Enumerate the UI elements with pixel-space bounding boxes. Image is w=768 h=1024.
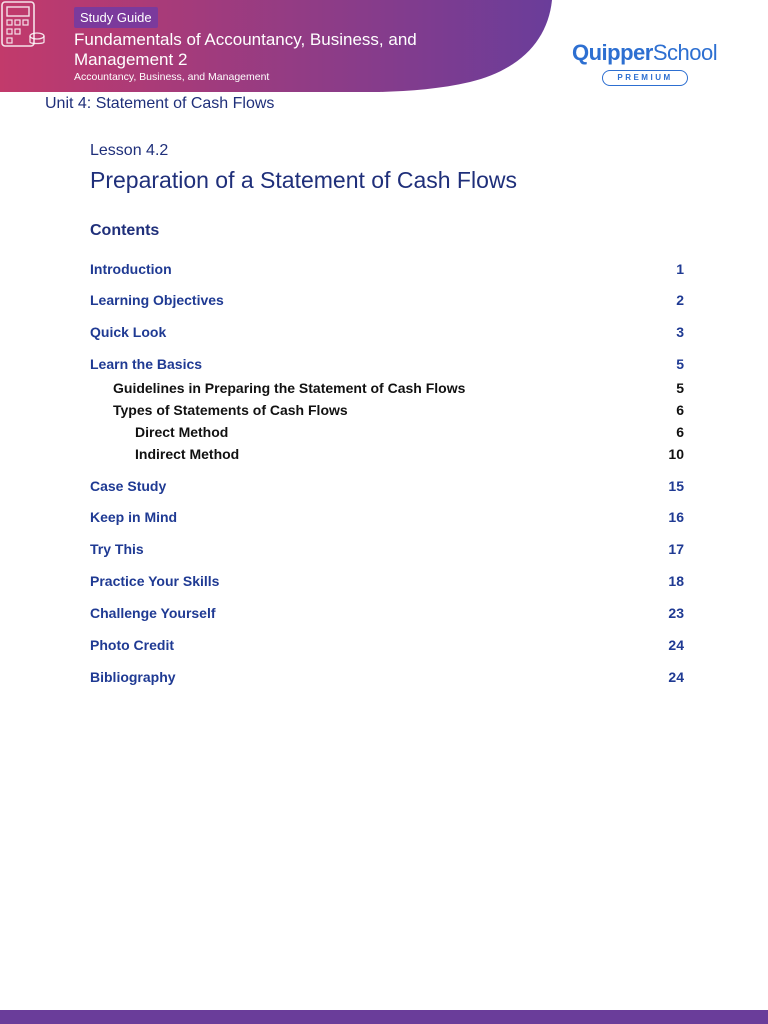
toc-label: Photo Credit <box>90 637 174 653</box>
toc-page: 5 <box>676 356 684 372</box>
toc-label: Quick Look <box>90 324 167 340</box>
toc-label: Learning Objectives <box>90 292 224 308</box>
toc-item-keep-in-mind[interactable] <box>90 507 684 527</box>
toc-label: Challenge Yourself <box>90 605 216 621</box>
toc-page: 2 <box>676 292 684 308</box>
logo-word-quipper: Quipper <box>572 40 653 65</box>
toc-item-try-this[interactable] <box>90 539 684 559</box>
toc-page: 15 <box>668 478 684 494</box>
quipper-school-logo <box>572 40 722 90</box>
toc-page: 16 <box>668 509 684 525</box>
toc-item-case-study[interactable] <box>90 476 684 496</box>
contents-heading: Contents <box>90 222 160 239</box>
toc-label: Try This <box>90 541 144 557</box>
course-subtitle: Accountancy, Business, and Management <box>74 71 270 83</box>
toc-label: Practice Your Skills <box>90 573 220 589</box>
toc-item-introduction[interactable] <box>90 259 684 279</box>
premium-tag: PREMIUM <box>602 70 688 86</box>
study-guide-badge: Study Guide <box>74 7 158 28</box>
toc-item-photo-credit[interactable] <box>90 635 684 655</box>
toc-page: 6 <box>676 424 684 440</box>
toc-item-learning-objectives[interactable] <box>90 290 684 310</box>
toc-page: 18 <box>668 573 684 589</box>
toc-label: Introduction <box>90 261 172 277</box>
toc-label: Keep in Mind <box>90 509 178 525</box>
toc-item-direct-method[interactable] <box>90 422 684 442</box>
toc-item-challenge-yourself[interactable] <box>90 603 684 623</box>
toc-item-bibliography[interactable] <box>90 667 684 687</box>
toc-page: 3 <box>676 324 684 340</box>
toc-page: 24 <box>668 669 684 685</box>
toc-page: 24 <box>668 637 684 653</box>
toc-page: 5 <box>676 380 684 396</box>
toc-label: Guidelines in Preparing the Statement of Cash Flows <box>113 380 466 396</box>
toc-page: 17 <box>668 541 684 557</box>
lesson-label: Lesson 4.2 <box>90 142 169 159</box>
toc-item-practice-your-skills[interactable] <box>90 571 684 591</box>
toc-item-indirect-method[interactable] <box>90 444 684 464</box>
toc-item-types-of-statements[interactable] <box>90 400 684 420</box>
toc-label: Bibliography <box>90 669 176 685</box>
toc-label: Learn the Basics <box>90 356 203 372</box>
calculator-icon <box>0 0 46 50</box>
toc-item-guidelines[interactable] <box>90 378 684 398</box>
course-title: Fundamentals of Accountancy, Business, and Management 2 <box>74 30 417 69</box>
toc-label: Types of Statements of Cash Flows <box>113 402 348 418</box>
toc-item-learn-the-basics[interactable] <box>90 354 684 374</box>
logo-word-school: School <box>652 40 718 65</box>
header-banner <box>0 0 560 92</box>
unit-heading: Unit 4: Statement of Cash Flows <box>45 95 275 112</box>
footer-bar <box>0 1010 768 1024</box>
toc-item-quick-look[interactable] <box>90 322 684 342</box>
page-title: Preparation of a Statement of Cash Flows <box>90 167 517 193</box>
toc-label: Direct Method <box>135 424 229 440</box>
toc-label: Case Study <box>90 478 167 494</box>
toc-label: Indirect Method <box>135 446 240 462</box>
toc-page: 10 <box>668 446 684 462</box>
toc-page: 6 <box>676 402 684 418</box>
toc-page: 1 <box>676 261 684 277</box>
toc-page: 23 <box>668 605 684 621</box>
